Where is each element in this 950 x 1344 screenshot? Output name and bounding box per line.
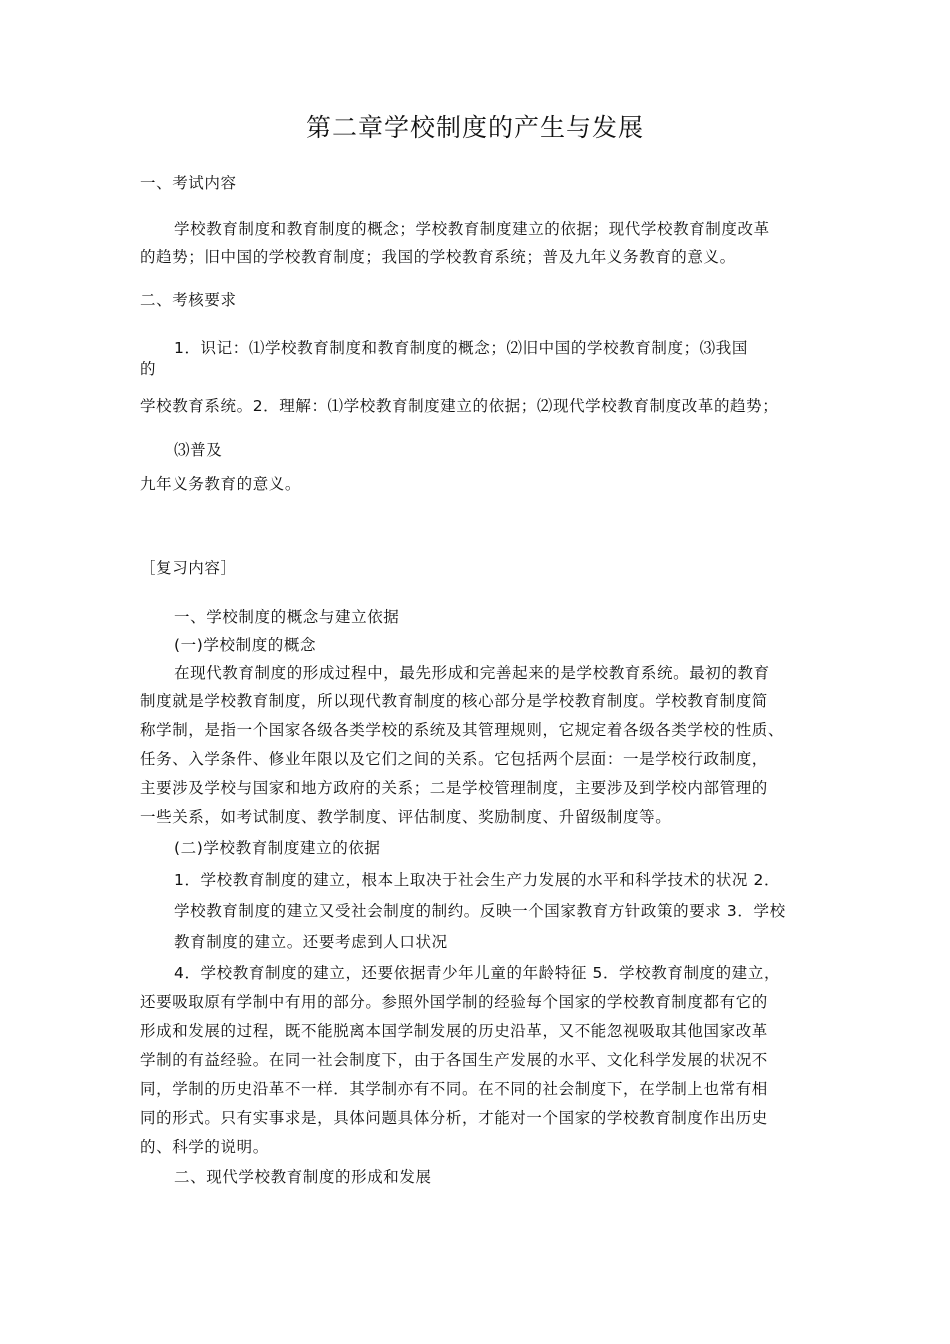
subheading: (二)学校教育制度建立的依据 — [174, 839, 381, 857]
paragraph-line: 学校教育制度和教育制度的概念；学校教育制度建立的依据；现代学校教育制度改革 — [174, 220, 770, 238]
paragraph-line: 称学制，是指一个国家各级各类学校的系统及其管理规则，它规定着各级各类学校的性质、 — [140, 721, 785, 739]
paragraph-line: 形成和发展的过程，既不能脱离本国学制发展的历史沿革，又不能忽视吸取其他国家改革 — [140, 1022, 768, 1040]
paragraph-line: 学制的有益经验。在同一社会制度下，由于各国生产发展的水平、文化科学发展的状况不 — [140, 1051, 768, 1069]
paragraph-line: 在现代教育制度的形成过程中，最先形成和完善起来的是学校教育系统。最初的教育 — [174, 664, 770, 682]
paragraph-line: 任务、入学条件、修业年限以及它们之间的关系。它包括两个层面：一是学校行政制度， — [140, 750, 768, 768]
paragraph-line: 制度就是学校教育制度，所以现代教育制度的核心部分是学校教育制度。学校教育制度简 — [140, 692, 768, 710]
paragraph-line: 主要涉及学校与国家和地方政府的关系；二是学校管理制度，主要涉及到学校内部管理的 — [140, 779, 768, 797]
subheading: 一、学校制度的概念与建立依据 — [174, 608, 400, 626]
paragraph-line: 还要吸取原有学制中有用的部分。参照外国学制的经验每个国家的学校教育制度都有它的 — [140, 993, 768, 1011]
section-heading-exam-content: 一、考试内容 — [140, 174, 237, 192]
paragraph-line: 的、科学的说明。 — [140, 1138, 269, 1156]
subheading: (一)学校制度的概念 — [174, 636, 317, 654]
paragraph-line: 同的形式。只有实事求是，具体问题具体分析，才能对一个国家的学校教育制度作出历史 — [140, 1109, 768, 1127]
paragraph-line: 同，学制的历史沿革不一样．其学制亦有不同。在不同的社会制度下，在学制上也常有相 — [140, 1080, 768, 1098]
paragraph-line: 的 — [140, 360, 157, 378]
paragraph-line: 4．学校教育制度的建立，还要依据青少年儿童的年龄特征 5．学校教育制度的建立， — [174, 964, 781, 982]
paragraph-line: 1．学校教育制度的建立，根本上取决于社会生产力发展的水平和科学技术的状况 2． — [174, 871, 781, 889]
paragraph-line: 九年义务教育的意义。 — [140, 475, 302, 493]
review-heading: ［复习内容］ — [140, 559, 237, 577]
paragraph-line: 的趋势；旧中国的学校教育制度；我国的学校教育系统；普及九年义务教育的意义。 — [140, 248, 736, 266]
paragraph-line: 一些关系，如考试制度、教学制度、评估制度、奖励制度、升留级制度等。 — [140, 808, 672, 826]
section-heading-requirements: 二、考核要求 — [140, 291, 237, 309]
page-title: 第二章学校制度的产生与发展 — [305, 113, 644, 142]
paragraph-line: 教育制度的建立。还要考虑到人口状况 — [174, 933, 448, 951]
paragraph-line: ⑶普及 — [174, 441, 223, 459]
subheading: 二、现代学校教育制度的形成和发展 — [174, 1168, 432, 1186]
paragraph-line: 学校教育系统。2．理解：⑴学校教育制度建立的依据；⑵现代学校教育制度改革的趋势； — [140, 397, 779, 415]
paragraph-line: 学校教育制度的建立又受社会制度的制约。反映一个国家教育方针政策的要求 3．学校 — [174, 902, 786, 920]
paragraph-line: 1．识记：⑴学校教育制度和教育制度的概念；⑵旧中国的学校教育制度；⑶我国 — [174, 339, 748, 357]
